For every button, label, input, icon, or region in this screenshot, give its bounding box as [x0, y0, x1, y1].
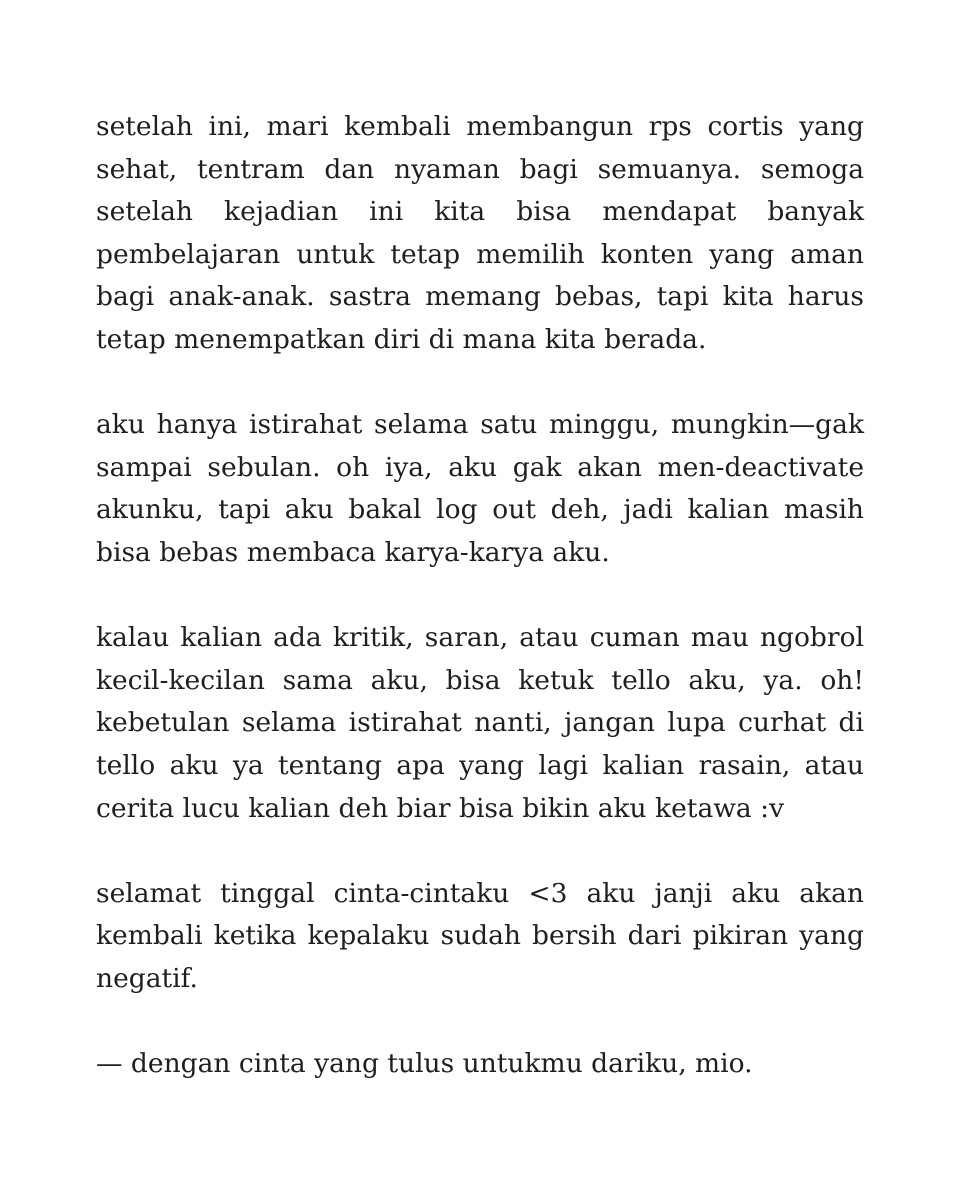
paragraph-return-healthy-rps: setelah ini, mari kembali membangun rps cortis yang sehat, tentram dan nyaman bagi semuanya. semoga setelah kejadian ini kita bisa mendapat banyak pembelajaran untuk tetap memilih konten yang aman bagi anak-anak. sastra memang bebas, tapi kita harus tetap menempatkan diri di mana kita berada.: [96, 111, 864, 355]
paragraph-break-duration: aku hanya istirahat selama satu minggu, mungkin—gak sampai sebulan. oh iya, aku gak akan men-deactivate akunku, tapi aku bakal log out deh, jadi kalian masih bisa bebas membaca karya-karya aku.: [96, 409, 864, 568]
paragraph-contact-tello: kalau kalian ada kritik, saran, atau cuman mau ngobrol kecil-kecilan sama aku, bisa ketuk tello aku, ya. oh! kebetulan selama istirahat nanti, jangan lupa curhat di tello aku ya tentang apa yang lagi kalian rasain, atau cerita lucu kalian deh biar bisa bikin aku ketawa :v: [96, 622, 864, 824]
letter-body: [96, 106, 864, 1086]
paragraph-goodbye: selamat tinggal cinta-cintaku <3 aku janji aku akan kembali ketika kepalaku sudah bersih dari pikiran yang negatif.: [96, 877, 864, 994]
signoff-line: — dengan cinta yang tulus untukmu dariku, mio.: [96, 1048, 753, 1080]
